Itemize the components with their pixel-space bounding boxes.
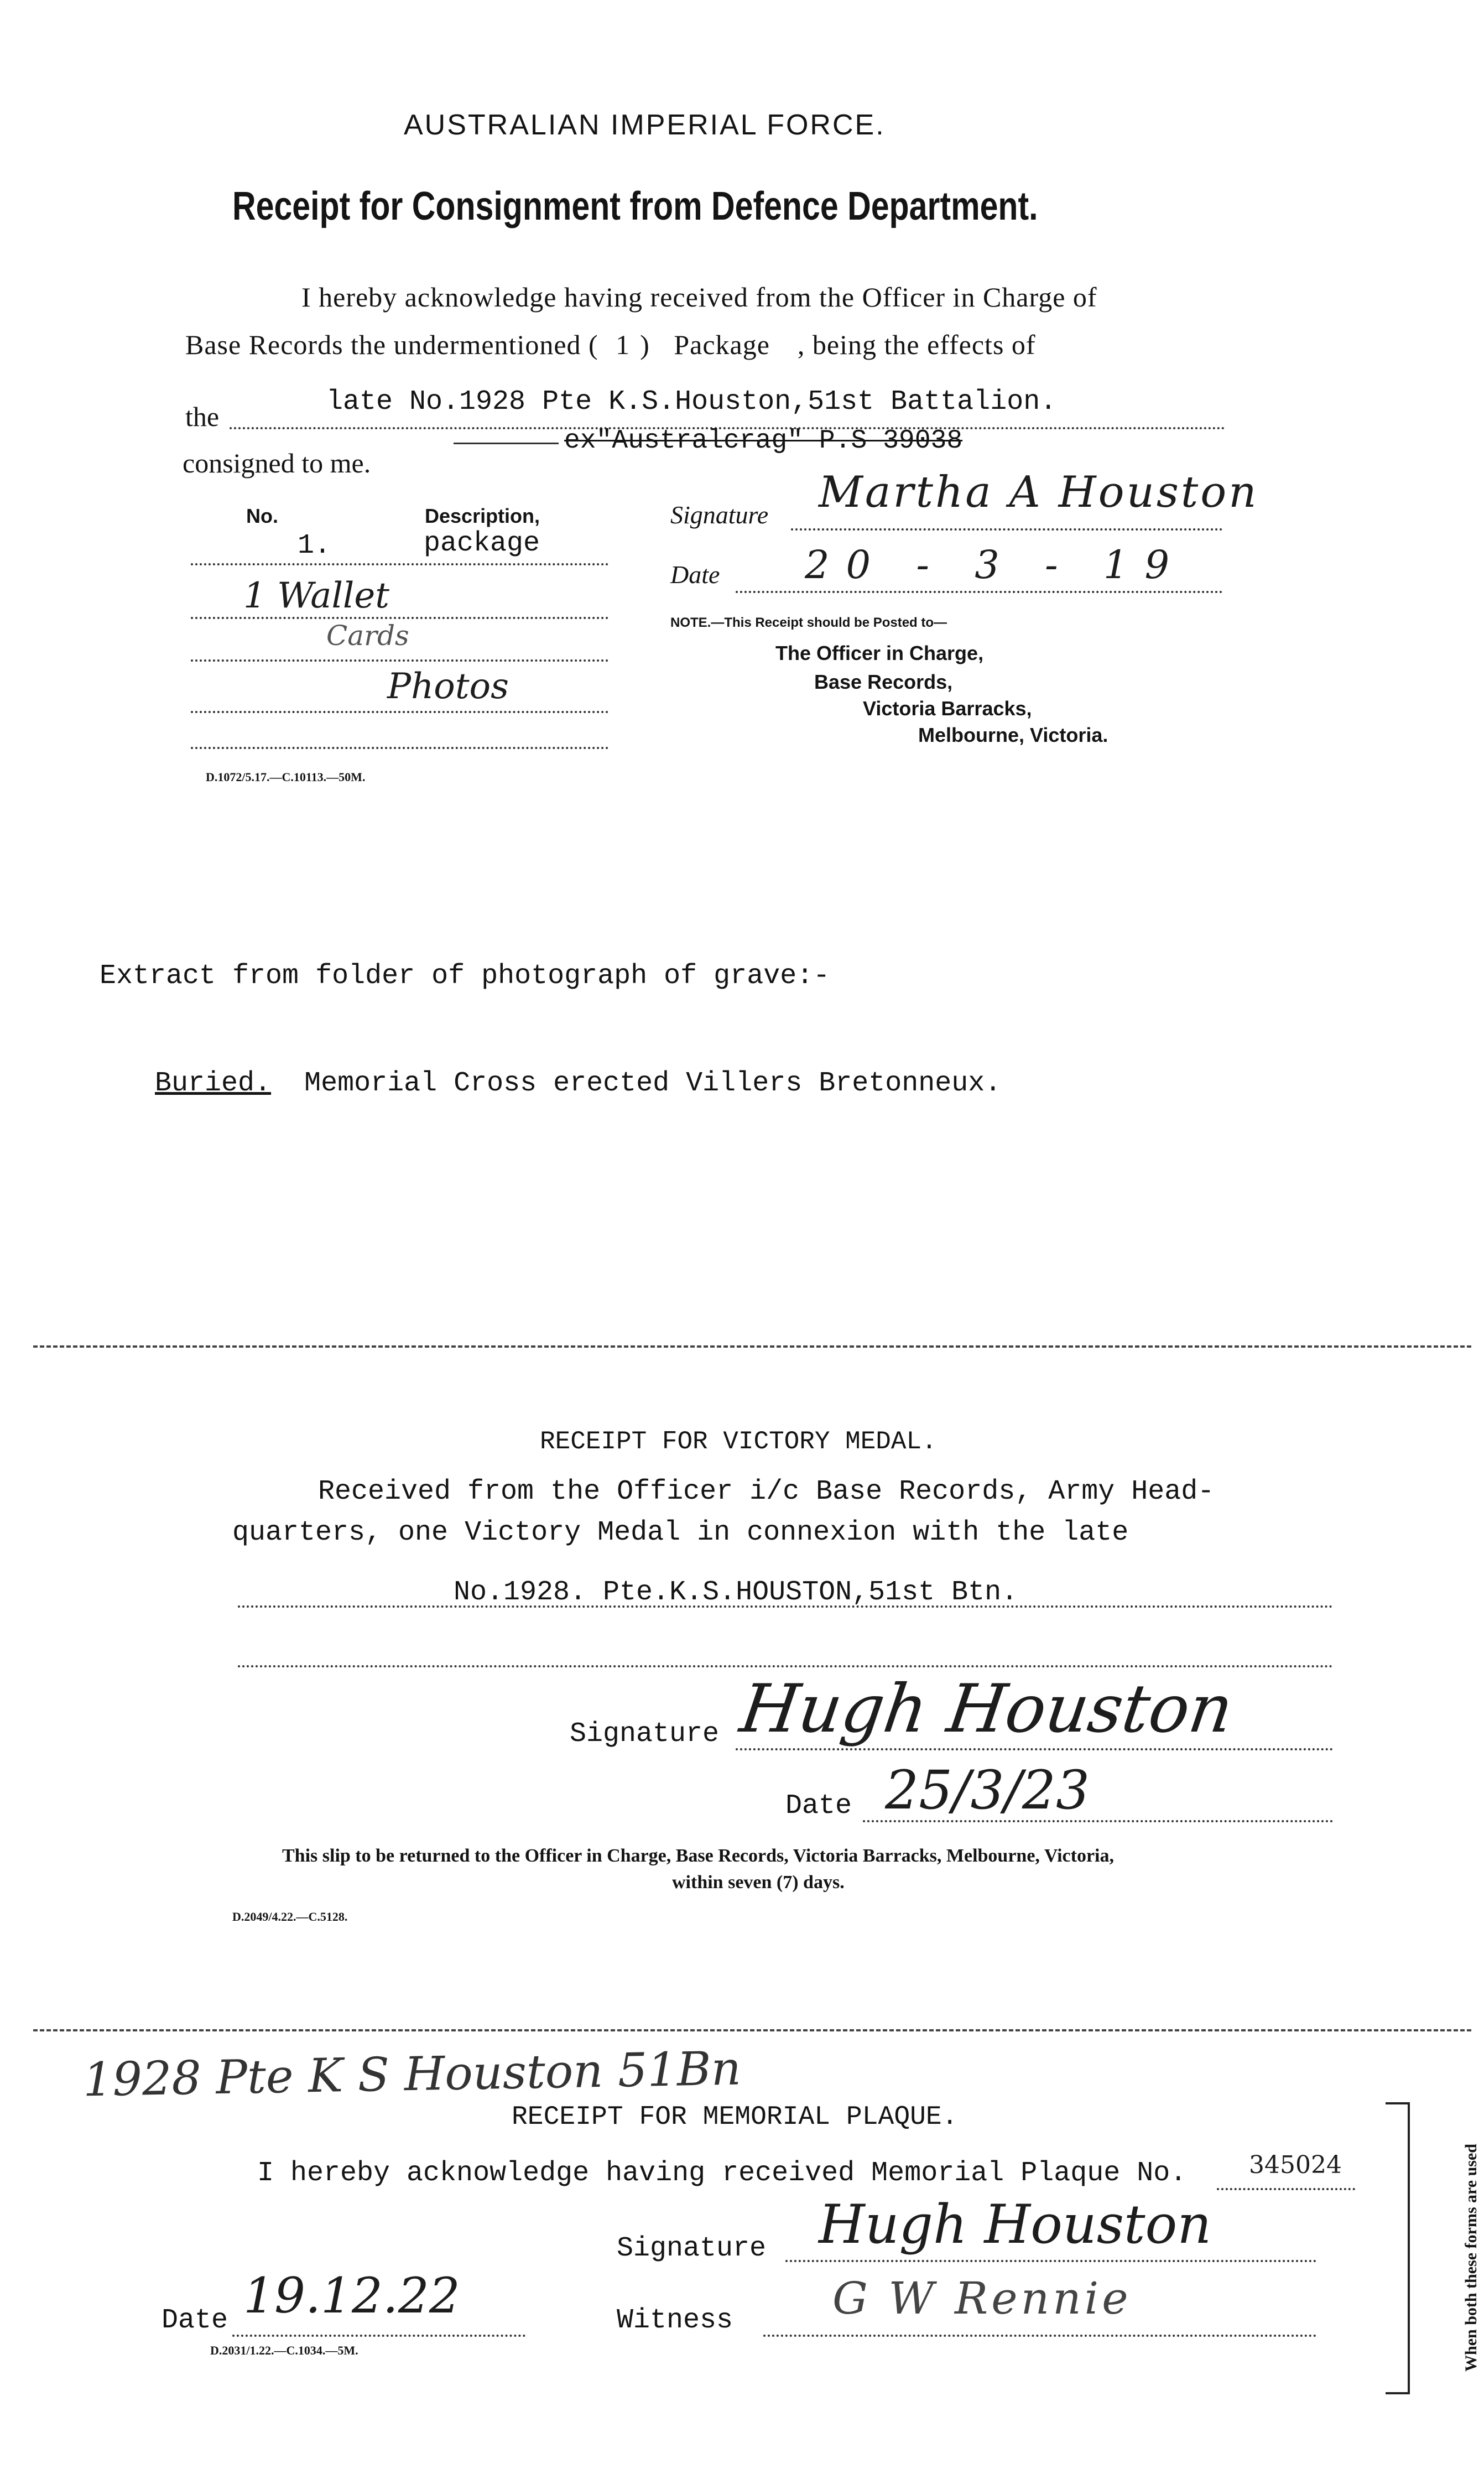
buried-label: Buried.: [155, 1068, 272, 1099]
plaque-witness-label: Witness: [617, 2305, 733, 2336]
table-line-4: [191, 711, 608, 713]
para-line-1: I hereby acknowledge having received from the Officer in Charge of: [301, 282, 1097, 313]
extract-line-1: Extract from folder of photograph of grave:-: [100, 960, 830, 992]
victory-return-note-1: This slip to be returned to the Officer in Charge, Base Records, Victoria Barracks, Melbourne, Victoria,: [282, 1846, 1115, 1866]
victory-return-note-2: within seven (7) days.: [672, 1872, 845, 1893]
plaque-date-value: 19.12.22: [243, 2267, 460, 2324]
victory-date-label: Date: [785, 1790, 852, 1822]
row1-no: 1.: [298, 530, 331, 562]
plaque-handwritten-ref: 1928 Pte K S Houston 51Bn: [82, 2041, 742, 2107]
strike-dash: [454, 443, 559, 444]
ship-value: ex"Australcrag" P.S 39038: [564, 426, 963, 456]
address-line-3: Victoria Barracks,: [863, 697, 1032, 720]
consignment-date-line: [736, 591, 1222, 593]
para-line-2-c: , being the effects of: [797, 329, 1036, 360]
table-line-5: [191, 747, 608, 749]
plaque-signature-value: Hugh Houston: [819, 2194, 1212, 2255]
plaque-side-bracket: [1386, 2102, 1410, 2394]
receipt-title: Receipt for Consignment from Defence Department.: [232, 184, 1038, 228]
package-item: Package: [674, 329, 770, 360]
posting-note: NOTE.—This Receipt should be Posted to—: [670, 615, 947, 630]
plaque-witness-value: G W Rennie: [832, 2273, 1132, 2324]
divider-1: [33, 1345, 1471, 1348]
plaque-signature-label: Signature: [617, 2233, 767, 2264]
package-count: 1: [616, 329, 631, 360]
victory-signature-value: Hugh Houston: [736, 1671, 1238, 1748]
consignment-form-code: D.1072/5.17.—C.10113.—50M.: [206, 770, 366, 784]
plaque-number: 345024: [1249, 2151, 1342, 2179]
consignment-date-value: 20 - 3 - 19: [805, 542, 1186, 588]
plaque-number-line: [1217, 2188, 1355, 2190]
victory-blank-line: [238, 1665, 1333, 1667]
consigned-text: consigned to me.: [183, 448, 371, 479]
para-line-2-b: ): [640, 329, 650, 360]
victory-signature-line: [736, 1748, 1333, 1750]
item-photos: Photos: [387, 666, 509, 707]
table-line-3: [191, 659, 608, 662]
victory-line-1: Received from the Officer i/c Base Records, Army Head-: [318, 1476, 1215, 1508]
plaque-date-line: [232, 2335, 525, 2337]
address-line-4: Melbourne, Victoria.: [918, 724, 1108, 746]
plaque-signature-line: [785, 2260, 1316, 2262]
row1-desc: package: [424, 528, 540, 559]
table-line-2: [191, 617, 608, 619]
plaque-form-code: D.2031/1.22.—C.1034.—5M.: [210, 2343, 358, 2357]
victory-form-code: D.2049/4.22.—C.5128.: [232, 1910, 348, 1924]
address-line-2: Base Records,: [814, 671, 953, 693]
victory-soldier: No.1928. Pte.K.S.HOUSTON,51st Btn.: [454, 1577, 1018, 1608]
consignment-signature-label: Signature: [670, 501, 769, 529]
victory-date-value: 25/3/23: [885, 1759, 1090, 1821]
col-no-header: No.: [246, 505, 278, 527]
extract-line-2: [155, 1068, 1001, 1099]
table-line-1: [191, 563, 608, 565]
plaque-line-1: I hereby acknowledge having received Memorial Plaque No.: [257, 2158, 1187, 2189]
victory-line-2: quarters, one Victory Medal in connexion with the late: [232, 1517, 1129, 1548]
address-line-1: The Officer in Charge,: [775, 642, 984, 664]
para-line-2: [185, 329, 1036, 361]
consignment-signature-line: [791, 528, 1222, 531]
plaque-date-label: Date: [162, 2305, 228, 2336]
consignment-date-label: Date: [670, 560, 720, 589]
the-label: the: [185, 401, 220, 432]
item-cards: Cards: [326, 620, 409, 652]
victory-title: RECEIPT FOR VICTORY MEDAL.: [540, 1427, 937, 1456]
plaque-witness-line: [763, 2335, 1316, 2337]
memorial-cross-text: Memorial Cross erected Villers Bretonneux.: [304, 1068, 1002, 1099]
divider-2: [33, 2029, 1471, 2031]
consignment-signature-value: Martha A Houston: [819, 467, 1259, 517]
the-value: late No.1928 Pte K.S.Houston,51st Battalion.: [326, 386, 1057, 418]
plaque-title: RECEIPT FOR MEMORIAL PLAQUE.: [512, 2102, 958, 2132]
plaque-side-note: When both these forms are used: [1462, 2144, 1480, 2372]
victory-soldier-line: [238, 1605, 1333, 1608]
victory-date-line: [863, 1820, 1333, 1822]
item-wallet: 1 Wallet: [243, 575, 389, 616]
col-desc-header: Description,: [425, 505, 540, 527]
header-title: AUSTRALIAN IMPERIAL FORCE.: [404, 109, 886, 141]
para-line-2-a: Base Records the undermentioned (: [185, 329, 598, 360]
consignment-signature: [819, 467, 1258, 517]
victory-signature-label: Signature: [570, 1718, 720, 1750]
